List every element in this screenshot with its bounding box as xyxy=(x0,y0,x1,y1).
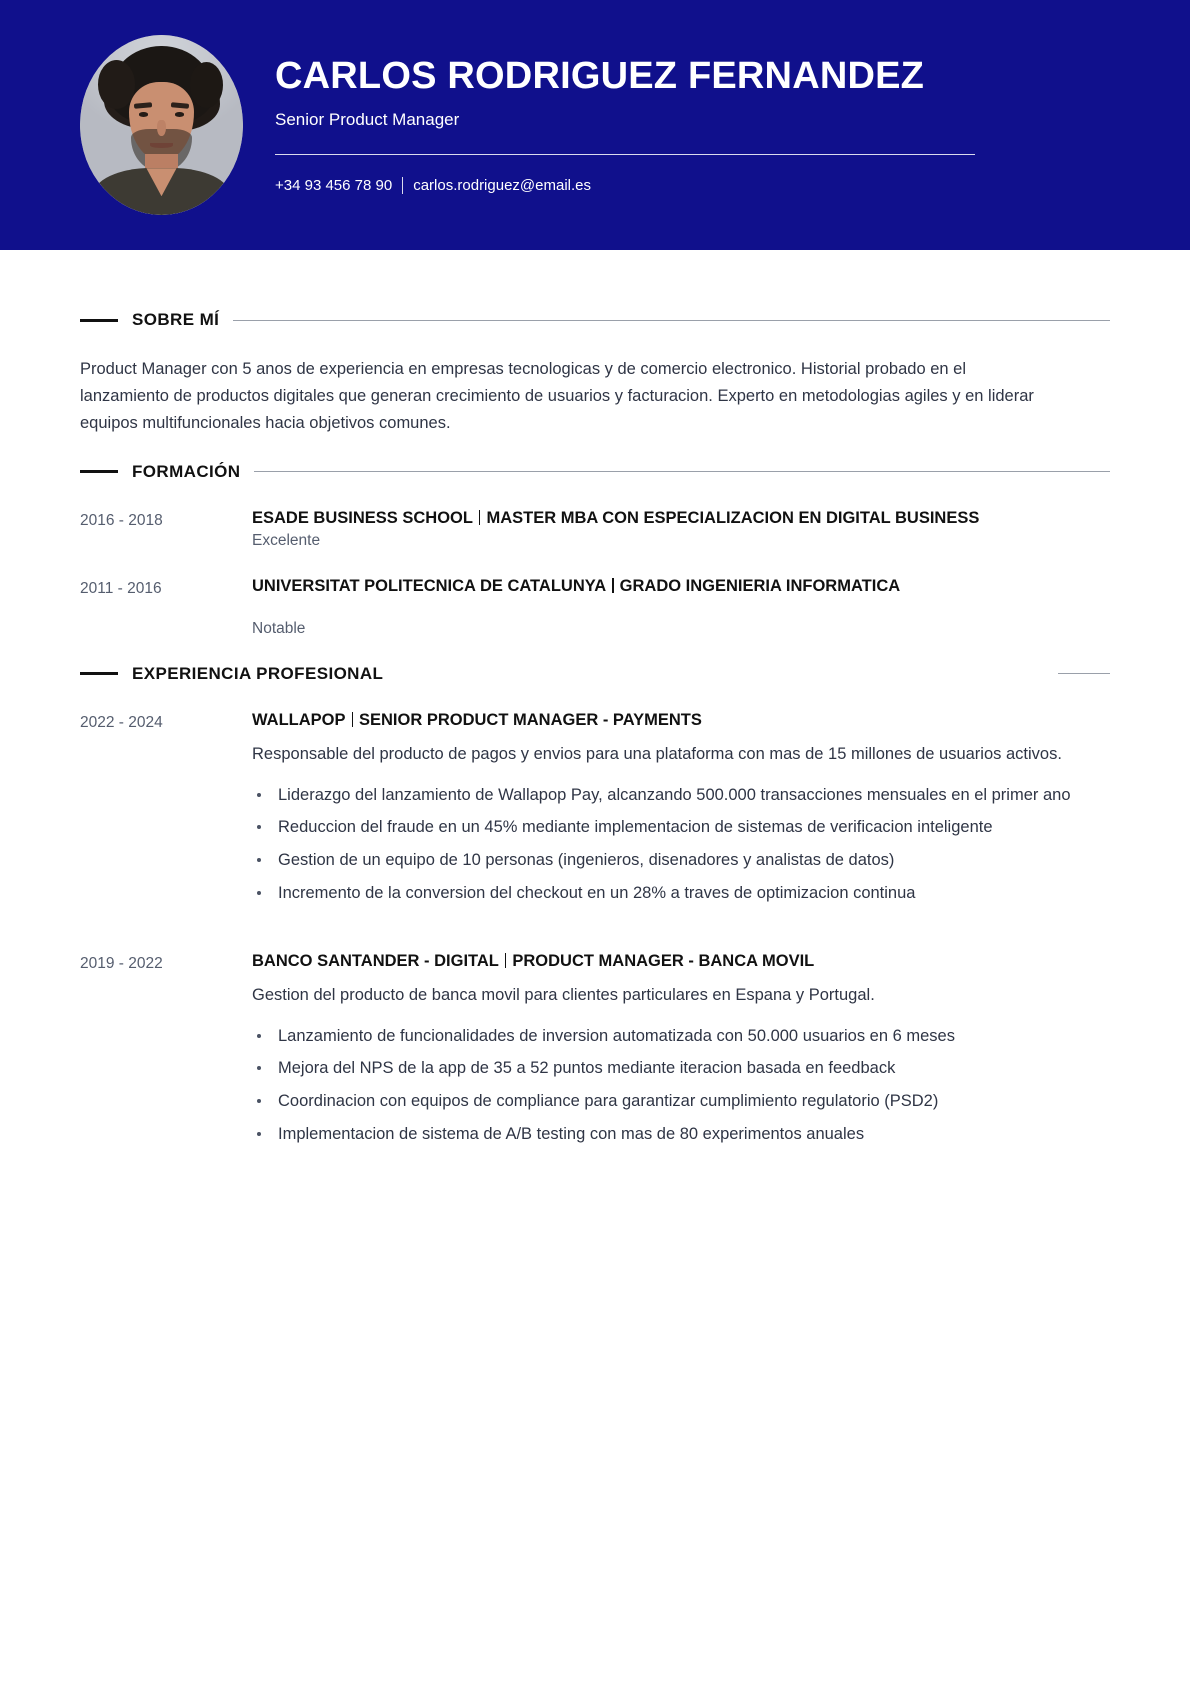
portrait-eye-left xyxy=(139,112,149,116)
education-entry xyxy=(80,508,1110,550)
portrait-eye-right xyxy=(175,112,185,116)
experience-position: SENIOR PRODUCT MANAGER - PAYMENTS xyxy=(359,710,702,729)
section-dash-icon xyxy=(80,319,118,322)
section-header-about xyxy=(80,310,1110,330)
section-header-education xyxy=(80,462,1110,482)
education-program: GRADO INGENIERIA INFORMATICA xyxy=(619,577,901,596)
experience-entry xyxy=(80,951,1110,1154)
resume-header xyxy=(0,0,1190,250)
section-rule xyxy=(1058,673,1110,674)
title-separator-icon xyxy=(479,510,481,525)
experience-company: WALLAPOP xyxy=(252,710,346,729)
list-item: Coordinacion con equipos de compliance para garantizar cumplimiento regulatorio (PSD2) xyxy=(252,1088,1110,1115)
experience-details xyxy=(252,951,1110,1154)
education-grade: Notable xyxy=(252,619,306,637)
list-item: Mejora del NPS de la app de 35 a 52 puntos mediante iteracion basada en feedback xyxy=(252,1055,1110,1082)
experience-entry xyxy=(80,710,1110,913)
list-item: Gestion de un equipo de 10 personas (ingenieros, disenadores y analistas de datos) xyxy=(252,847,1110,874)
education-title xyxy=(252,508,1110,529)
resume-body xyxy=(0,250,1190,1154)
list-item: Liderazgo del lanzamiento de Wallapop Pay, alcanzando 500.000 transacciones mensuales en el primer ano xyxy=(252,782,1110,809)
title-separator-icon xyxy=(612,578,614,593)
contact-row xyxy=(275,177,1110,194)
section-header-experience xyxy=(80,664,1110,684)
experience-bullet-list xyxy=(252,1023,1110,1148)
about-text: Product Manager con 5 anos de experiencia en empresas tecnologicas y de comercio electronico. Historial probado en el lanzamiento de productos digitales que generan crecimiento de usuarios y facturacion. Experto en metodologias agiles y en liderar equipos multifuncionales hacia objetivos comunes. xyxy=(80,360,1034,433)
education-dates: 2016 - 2018 xyxy=(80,511,163,529)
experience-company: BANCO SANTANDER - DIGITAL xyxy=(252,951,499,970)
list-item: Incremento de la conversion del checkout en un 28% a traves de optimizacion continua xyxy=(252,880,1110,907)
education-dates: 2011 - 2016 xyxy=(80,580,162,598)
education-details xyxy=(252,508,1110,550)
header-text-block xyxy=(275,56,1190,194)
section-dash-icon xyxy=(80,470,118,473)
section-title-about: SOBRE MÍ xyxy=(132,310,220,329)
education-institution: UNIVERSITAT POLITECNICA DE CATALUNYA xyxy=(252,577,607,596)
list-item: Lanzamiento de funcionalidades de inversion automatizada con 50.000 usuarios en 6 meses xyxy=(252,1023,1110,1050)
contact-separator xyxy=(402,177,403,194)
section-rule xyxy=(233,320,1110,321)
experience-dates: 2019 - 2022 xyxy=(80,954,163,972)
education-title xyxy=(252,576,1110,597)
education-entry xyxy=(80,576,1110,637)
section-title-experience: EXPERIENCIA PROFESIONAL xyxy=(132,663,384,683)
experience-title xyxy=(252,951,1110,972)
portrait-shirt xyxy=(93,168,230,215)
education-program: MASTER MBA CON ESPECIALIZACION EN DIGITAL BUSINESS xyxy=(486,508,980,527)
list-item: Reduccion del fraude en un 45% mediante implementacion de sistemas de verificacion inteligente xyxy=(252,814,1110,841)
candidate-name: CARLOS RODRIGUEZ FERNANDEZ xyxy=(275,55,925,98)
section-experience xyxy=(80,664,1110,1154)
profile-photo-icon xyxy=(80,35,243,215)
portrait-nose xyxy=(157,120,165,136)
list-item: Implementacion de sistema de A/B testing con mas de 80 experimentos anuales xyxy=(252,1121,1110,1148)
section-title-education: FORMACIÓN xyxy=(132,461,241,481)
header-divider xyxy=(275,154,975,155)
candidate-role: Senior Product Manager xyxy=(275,109,460,129)
experience-position: PRODUCT MANAGER - BANCA MOVIL xyxy=(512,951,815,970)
phone-number[interactable]: +34 93 456 78 90 xyxy=(275,176,393,194)
section-education xyxy=(80,462,1110,638)
education-institution: ESADE BUSINESS SCHOOL xyxy=(252,508,473,527)
section-about xyxy=(80,310,1110,438)
experience-title xyxy=(252,710,1110,731)
section-rule xyxy=(254,471,1110,472)
avatar xyxy=(80,35,243,215)
title-separator-icon xyxy=(505,953,507,968)
experience-dates: 2022 - 2024 xyxy=(80,713,163,731)
title-separator-icon xyxy=(352,712,354,727)
experience-description: Responsable del producto de pagos y envios para una plataforma con mas de 15 millones de usuarios activos. xyxy=(252,744,1062,763)
education-details xyxy=(252,576,1110,637)
experience-description: Gestion del producto de banca movil para clientes particulares en Espana y Portugal. xyxy=(252,986,875,1004)
experience-bullet-list xyxy=(252,782,1110,907)
email-address[interactable]: carlos.rodriguez@email.es xyxy=(413,176,591,194)
experience-details xyxy=(252,710,1110,913)
section-dash-icon xyxy=(80,672,118,675)
education-grade: Excelente xyxy=(252,532,321,550)
